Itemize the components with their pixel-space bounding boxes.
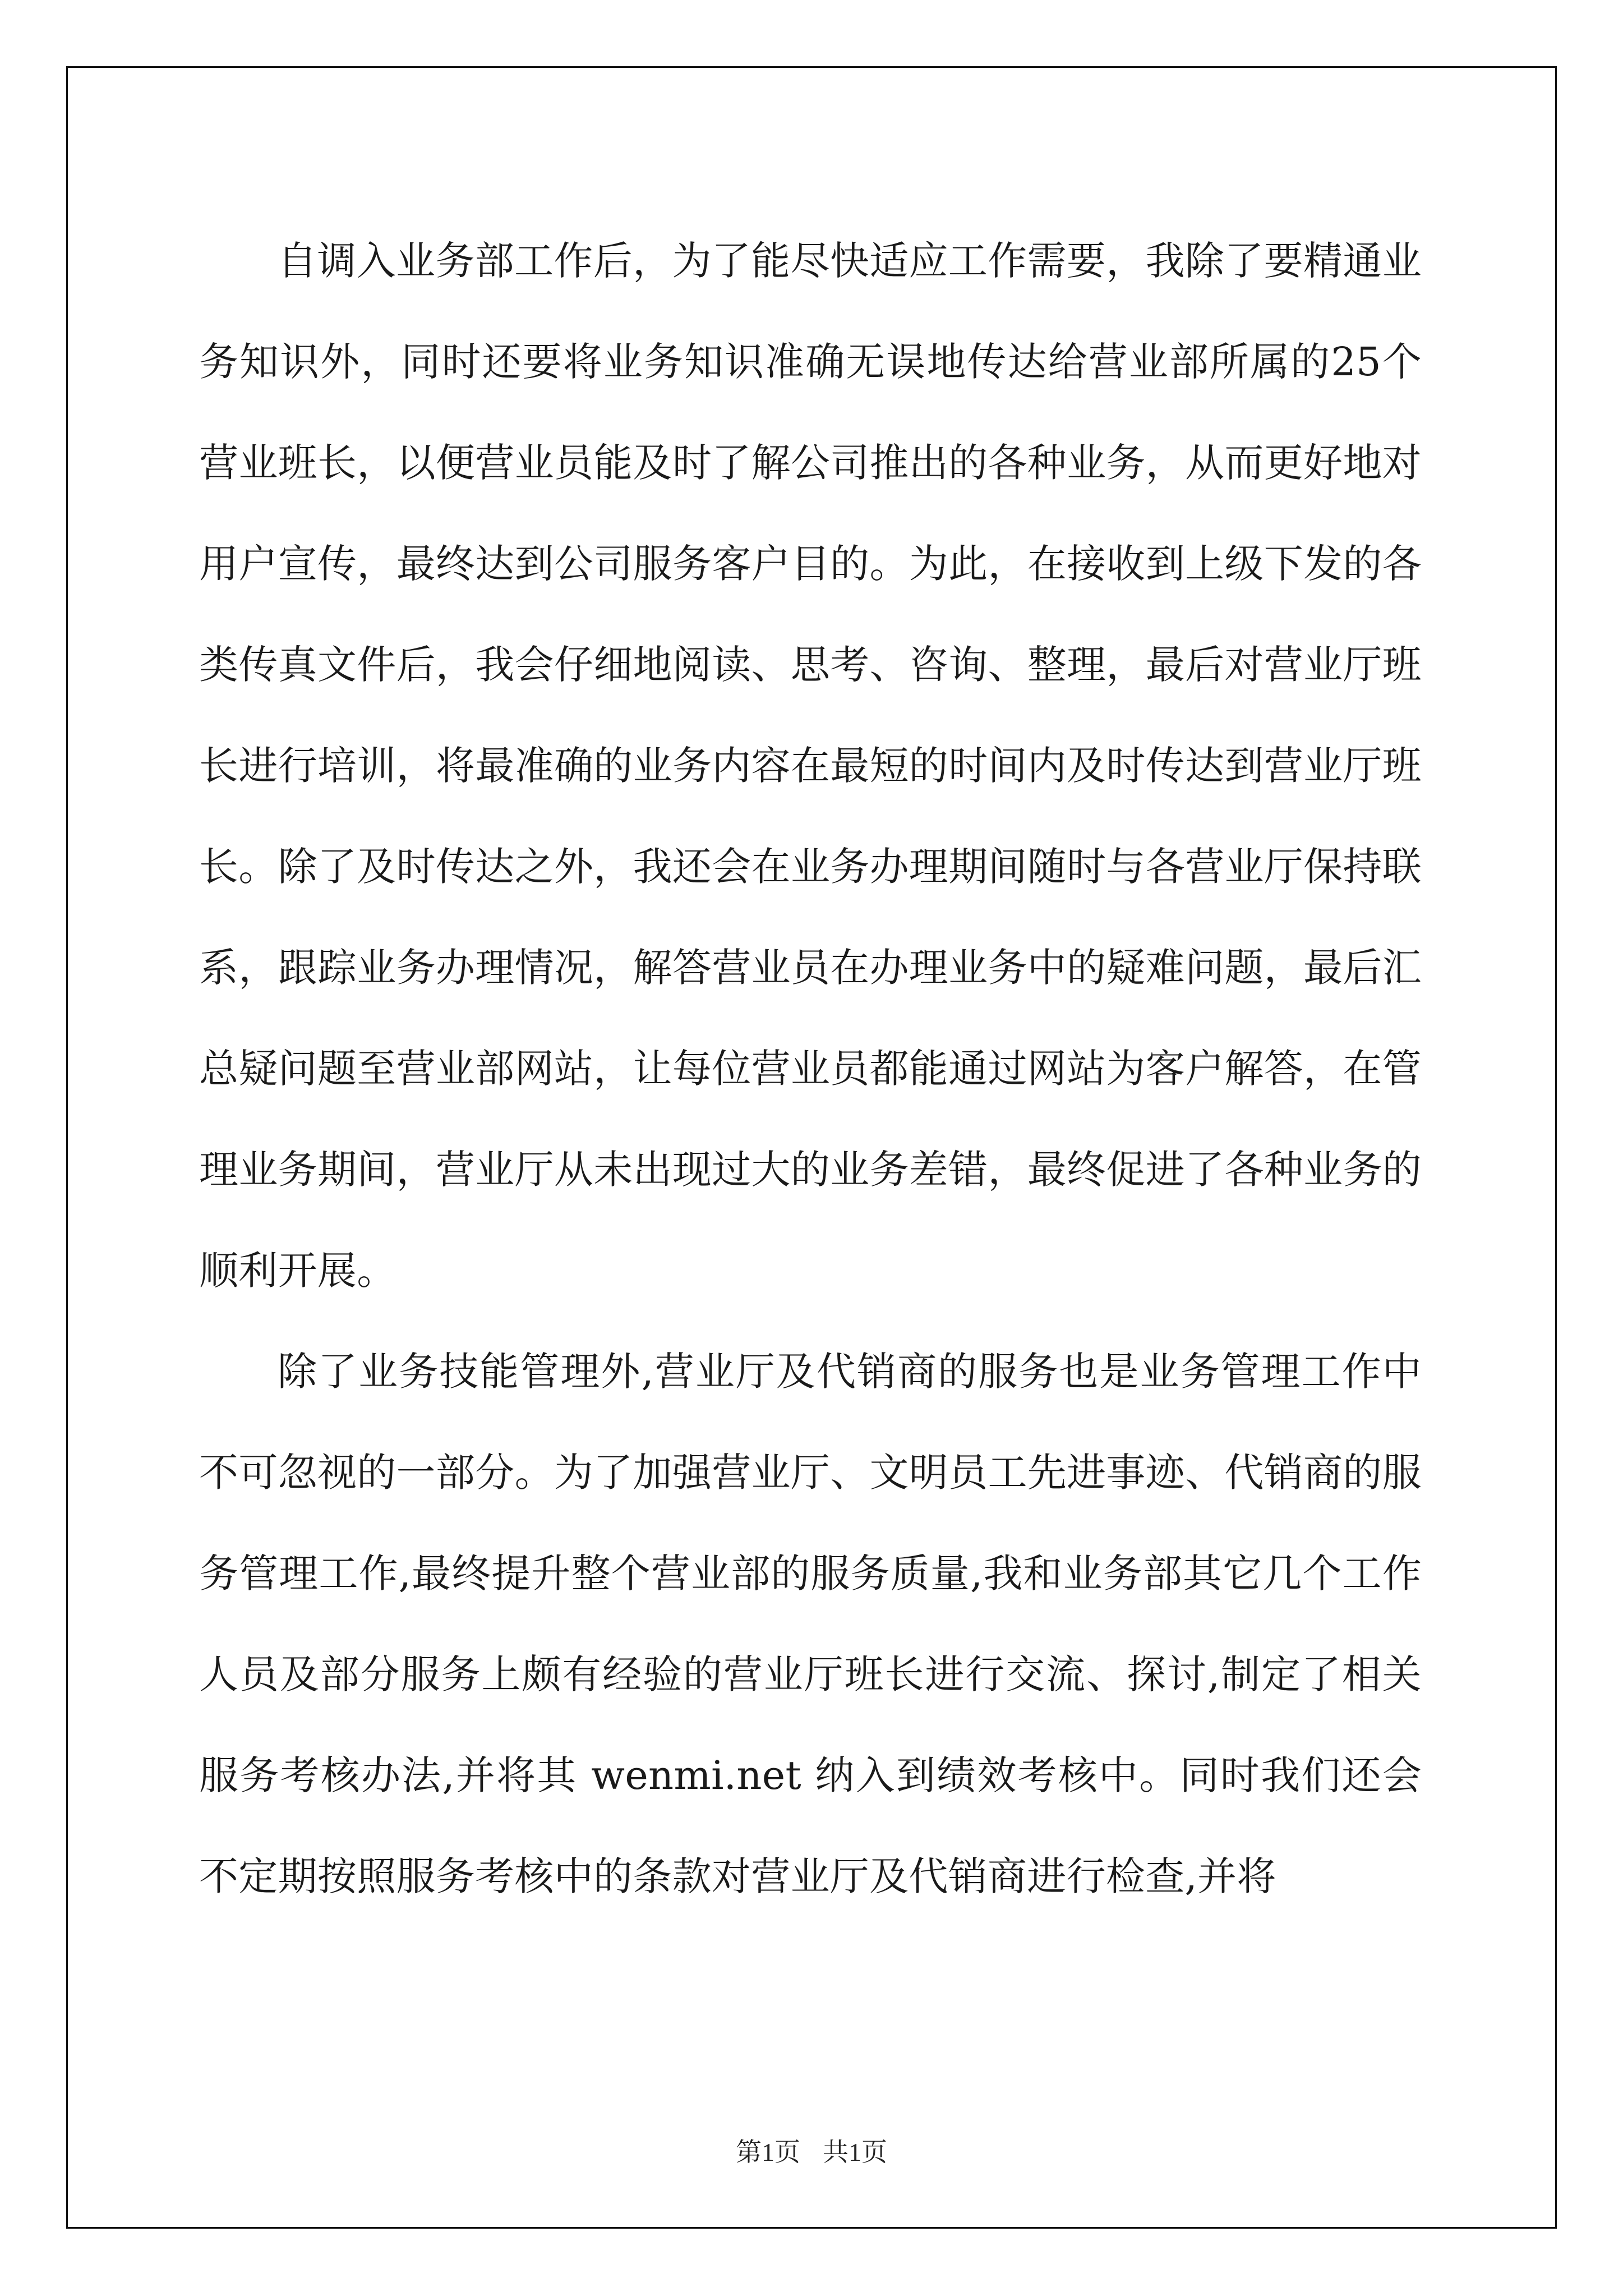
page-number: 第1页 (736, 2138, 800, 2166)
page-footer (0, 2132, 1623, 2169)
paragraph-1: 自调入业务部工作后，为了能尽快适应工作需要，我除了要精通业务知识外，同时还要将业务知识准确无误地传达给营业部所属的25个营业班长，以便营业员能及时了解公司推出的各种业务，从而更好地对用户宣传，最终达到公司服务客户目的。为此，在接收到上级下发的各类传真文件后，我会仔细地阅读、思考、咨询、整理，最后对营业厅班长进行培训，将最准确的业务内容在最短的时间内及时传达到营业厅班长。除了及时传达之外，我还会在业务办理期间随时与各营业厅保持联系，跟踪业务办理情况，解答营业员在办理业务中的疑难问题，最后汇总疑问题至营业部网站，让每位营业员都能通过网站为客户解答，在管理业务期间，营业厅从未出现过大的业务差错，最终促进了各种业务的顺利开展。 (199, 238, 1422, 1294)
paragraph-2: 除了业务技能管理外,营业厅及代销商的服务也是业务管理工作中不可忽视的一部分。为了加强营业厅、文明员工先进事迹、代销商的服务管理工作,最终提升整个营业部的服务质量,我和业务部其它几个工作人员及部分服务上颇有经验的营业厅班长进行交流、探讨,制定了相关服务考核办法,并将其 wenmi.net 纳入到绩效考核中。同时我们还会不定期按照服务考核中的条款对营业厅及代销商进行检查,并将 (199, 1349, 1422, 1899)
document-body (199, 210, 1422, 1927)
page-total: 共1页 (823, 2138, 887, 2166)
